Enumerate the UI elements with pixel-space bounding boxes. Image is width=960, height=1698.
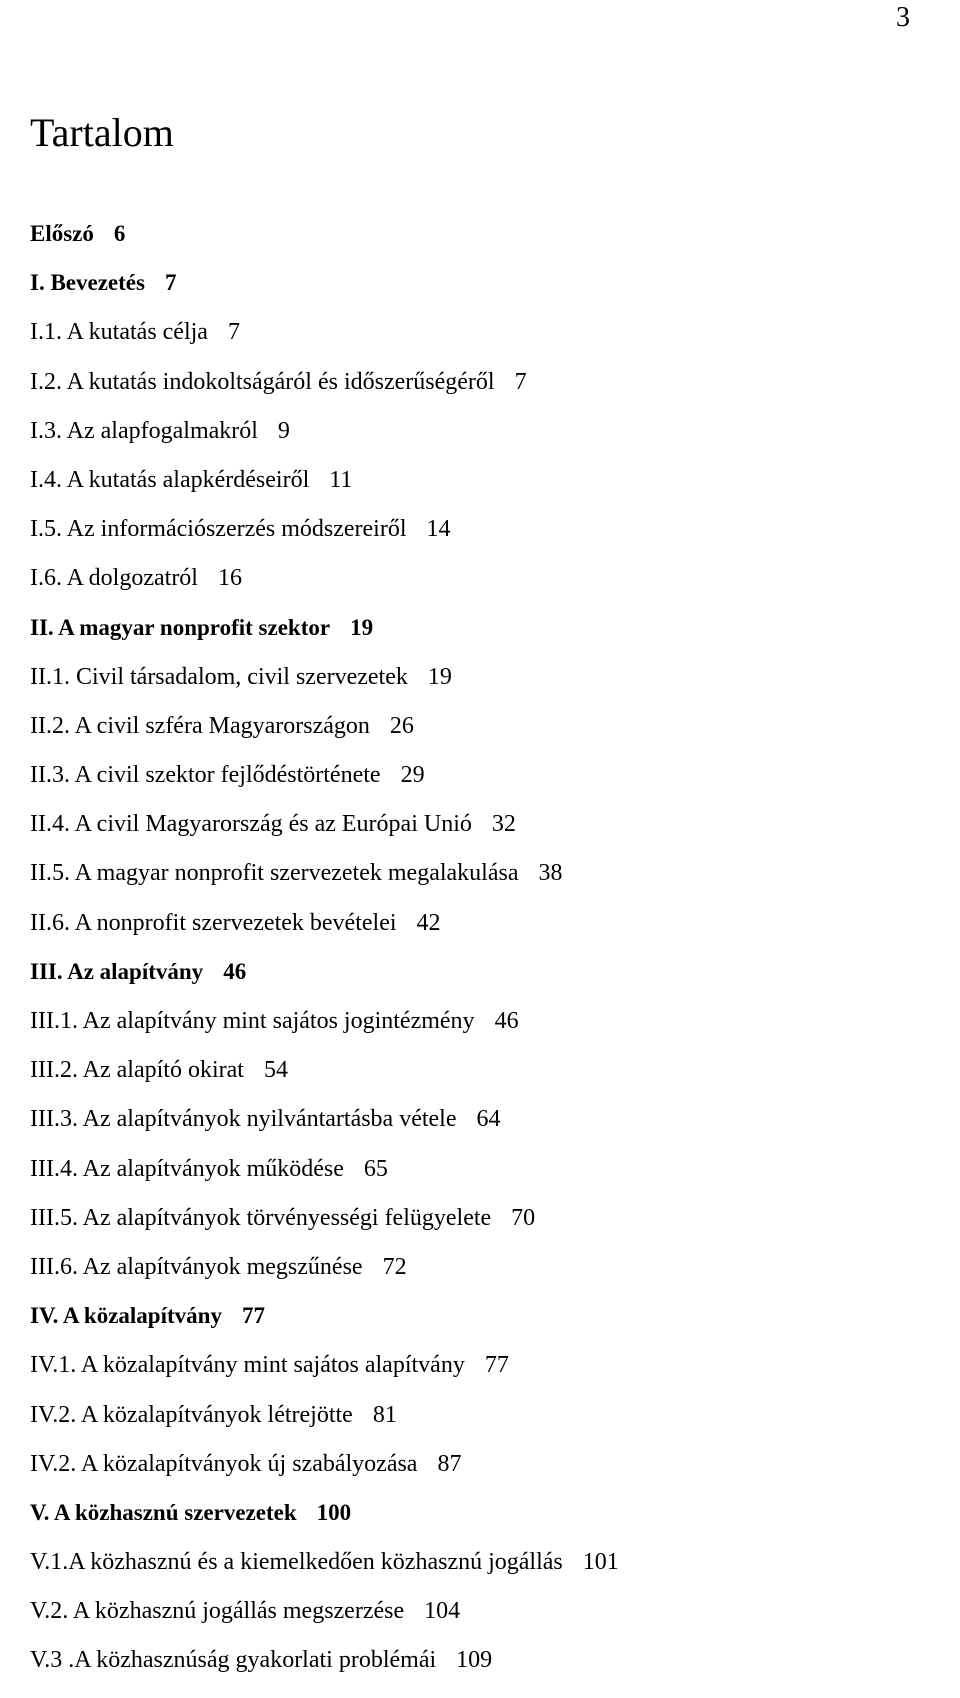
toc-section-entry [30, 763, 619, 812]
toc-entry-label: V.3 .A közhasznúság gyakorlati problémái [30, 1647, 437, 1674]
toc-entry-label: IV.2. A közalapítványok létrejötte [30, 1401, 353, 1428]
toc-entry-page: 29 [400, 762, 425, 789]
toc-entry-page: 16 [217, 565, 242, 592]
toc-entry-label: V. A közhasznú szervezetek [30, 1499, 297, 1525]
toc-section-entry [30, 1550, 619, 1599]
toc-section-entry [30, 1452, 619, 1501]
toc-entry-page: 109 [456, 1647, 493, 1674]
toc-entry-page: 70 [511, 1204, 536, 1231]
toc-entry-page: 42 [416, 909, 441, 936]
toc-chapter-entry [30, 616, 619, 665]
toc-entry-label: II.2. A civil szféra Magyarországon [30, 712, 370, 739]
toc-section-entry [30, 1009, 619, 1058]
toc-entry-page: 54 [263, 1057, 288, 1084]
toc-entry-page: 19 [350, 614, 374, 640]
toc-chapter-entry [30, 960, 619, 1009]
toc-entry-label: IV.1. A közalapítvány mint sajátos alapítvány [30, 1352, 465, 1379]
toc-entry-label: III.1. Az alapítvány mint sajátos jogintézmény [30, 1008, 475, 1034]
toc-entry-label: I.1. A kutatás célja [30, 319, 208, 346]
toc-entry-label: Előszó [30, 221, 94, 246]
toc-section-entry [30, 1599, 619, 1648]
toc-entry-label: I.4. A kutatás alapkérdéseiről [30, 466, 310, 493]
toc-entry-page: 65 [363, 1155, 388, 1182]
toc-section-entry [30, 370, 619, 419]
toc-entry-label: II. A magyar nonprofit szektor [30, 614, 331, 640]
toc-entry-page: 77 [484, 1352, 509, 1379]
toc-section-entry [30, 1206, 619, 1255]
toc-section-entry [30, 665, 619, 714]
toc-entry-page: 64 [476, 1106, 501, 1133]
toc-entry-label: III.4. Az alapítványok működése [30, 1155, 344, 1182]
toc-entry-page: 6 [113, 221, 126, 246]
toc-entry-page: 100 [316, 1499, 352, 1525]
toc-section-entry [30, 468, 619, 517]
toc-entry-page: 7 [227, 319, 240, 346]
toc-section-entry [30, 1353, 619, 1402]
toc-section-entry [30, 812, 619, 861]
toc-entry-label: III.5. Az alapítványok törvényességi felügyelete [30, 1204, 492, 1231]
toc-entry-page: 101 [582, 1549, 619, 1576]
toc-entry-label: II.3. A civil szektor fejlődéstörténete [30, 762, 381, 789]
toc-entry-page: 11 [329, 466, 353, 493]
toc-entry-page: 46 [223, 958, 247, 984]
toc-chapter-entry [30, 1501, 619, 1550]
toc-entry-label: I.2. A kutatás indokoltságáról és időszerűségéről [30, 368, 495, 395]
toc-entry-page: 104 [424, 1598, 461, 1625]
toc-entry-page: 14 [426, 516, 451, 543]
toc-entry-page: 87 [437, 1450, 462, 1477]
toc-chapter-entry [30, 271, 619, 320]
toc-section-entry [30, 320, 619, 369]
toc-entry-label: I.3. Az alapfogalmakról [30, 417, 258, 444]
toc-section-entry [30, 1157, 619, 1206]
toc-entry-page: 77 [241, 1303, 265, 1329]
toc-entry-label: I. Bevezetés [30, 270, 145, 296]
toc-entry-page: 32 [491, 811, 516, 838]
toc-entry-page: 46 [494, 1008, 519, 1034]
page-title: Tartalom [30, 110, 174, 155]
toc-entry-label: III.3. Az alapítványok nyilvántartásba vétele [30, 1106, 457, 1133]
toc-entry-label: V.2. A közhasznú jogállás megszerzése [30, 1598, 405, 1625]
toc-entry-label: III.6. Az alapítványok megszűnése [30, 1253, 363, 1280]
toc-section-entry [30, 419, 619, 468]
toc-entry-page: 26 [389, 712, 414, 739]
toc-entry-label: IV.2. A közalapítványok új szabályozása [30, 1450, 418, 1477]
toc-entry-page: 7 [514, 368, 527, 395]
toc-chapter-entry [30, 222, 619, 271]
toc-entry-page: 38 [538, 860, 563, 887]
toc-entry-label: II.1. Civil társadalom, civil szervezetek [30, 663, 408, 690]
toc-entry-page: 19 [427, 663, 452, 690]
toc-entry-label: I.6. A dolgozatról [30, 565, 198, 592]
toc-section-entry [30, 1255, 619, 1304]
toc-entry-label: IV. A közalapítvány [30, 1303, 222, 1329]
toc-section-entry [30, 1403, 619, 1452]
toc-chapter-entry [30, 1304, 619, 1353]
toc-section-entry [30, 1058, 619, 1107]
toc-entry-label: II.6. A nonprofit szervezetek bevételei [30, 909, 397, 936]
toc-entry-page: 9 [277, 417, 290, 444]
toc-section-entry [30, 911, 619, 960]
toc-section-entry [30, 1107, 619, 1156]
toc-entry-page: 81 [372, 1401, 397, 1428]
toc-section-entry [30, 1648, 619, 1697]
toc-section-entry [30, 566, 619, 615]
toc-entry-label: I.5. Az információszerzés módszereiről [30, 516, 407, 543]
toc-section-entry [30, 517, 619, 566]
toc-entry-label: II.4. A civil Magyarország és az Európai Unió [30, 811, 472, 838]
toc-entry-label: III.2. Az alapító okirat [30, 1057, 244, 1084]
toc-entry-label: II.5. A magyar nonprofit szervezetek megalakulása [30, 860, 519, 887]
toc-entry-page: 7 [164, 270, 177, 296]
toc-entry-page: 72 [382, 1253, 407, 1280]
toc-section-entry [30, 861, 619, 910]
toc-entry-label: III. Az alapítvány [30, 958, 204, 984]
toc-section-entry [30, 714, 619, 763]
table-of-contents [30, 222, 619, 1698]
toc-entry-label: V.1.A közhasznú és a kiemelkedően közhasznú jogállás [30, 1549, 563, 1576]
page-number: 3 [896, 2, 910, 33]
